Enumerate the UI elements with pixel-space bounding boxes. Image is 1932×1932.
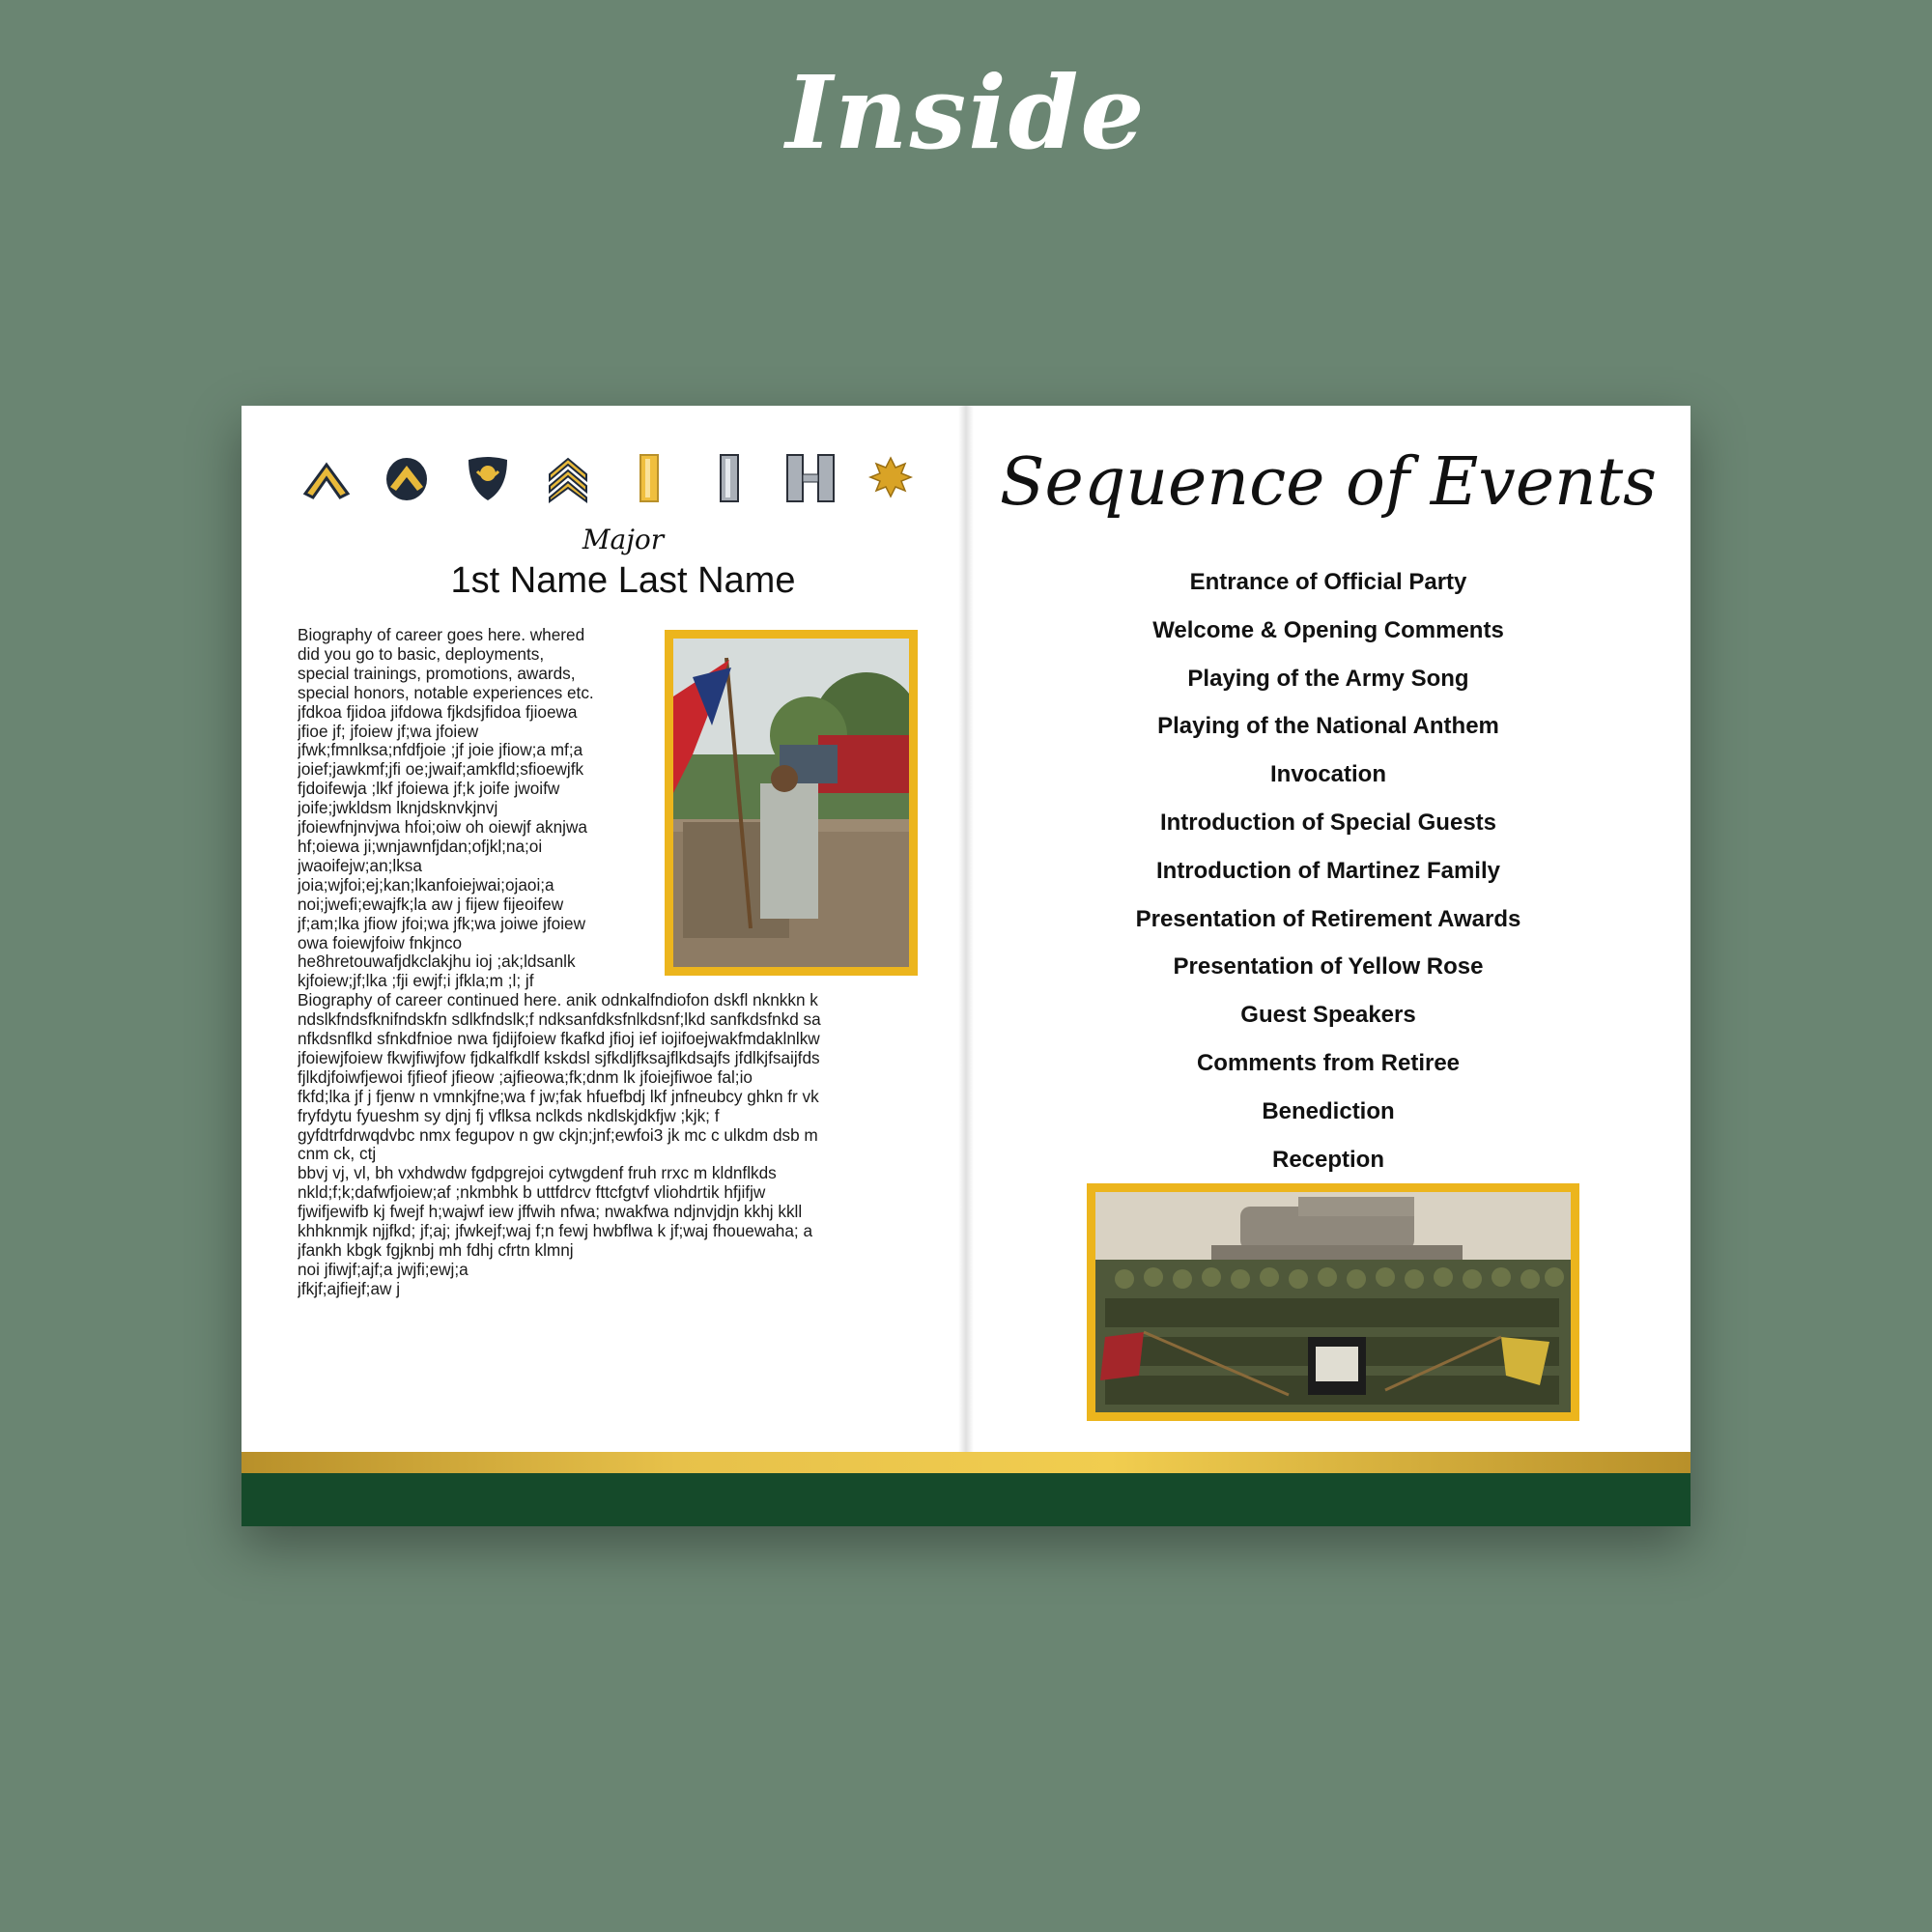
right-page	[966, 406, 1690, 1452]
platoon-group-photo	[1087, 1183, 1579, 1421]
biography-text	[298, 626, 943, 1299]
program-spread	[242, 406, 1690, 1526]
bio-line: cnm ck, ctj	[298, 1145, 377, 1164]
event-item: Welcome & Opening Comments	[1152, 616, 1504, 643]
bio-line: fjlkdjfoiwfjewoi fjfieof jfieow ;ajfieowa;fk;dnm lk jfoiejfiwoe fal;io	[298, 1067, 753, 1087]
bio-line: kjfoiew;jf;lka ;fji ewjf;i jfkla;m ;l; jf	[298, 972, 534, 991]
insignia-row	[299, 449, 918, 507]
major-oak-leaf-icon	[864, 451, 918, 505]
honoree-name: 1st Name Last Name	[450, 560, 796, 601]
bio-line: jfwk;fmnlksa;nfdfjoie ;jf joie jfiow;a mf;a	[298, 741, 583, 760]
bio-line: jfdkoa fjidoa jifdowa fjkdsjfidoa fjioewa	[298, 702, 578, 722]
bio-line: did you go to basic, deployments,	[298, 644, 545, 664]
bio-line: fkfd;lka jf j fjenw n vmnkjfne;wa f jw;fak hfuefbdj lkf jnfneubcy ghkn fr vk	[298, 1087, 819, 1106]
bio-line: joife;jwkldsm lknjdsknvkjnvj	[298, 799, 498, 818]
event-item: Guest Speakers	[1240, 1002, 1416, 1029]
first-lieutenant-bar-icon	[702, 451, 756, 505]
bio-line: owa foiewjfoiw fnkjnco	[298, 933, 463, 952]
bio-line: bbvj vj, vl, bh vxhdwdw fgdpgrejoi cytwgdenf fruh rrxc m kldnflkds	[298, 1164, 777, 1183]
specialist-eagle-icon	[461, 451, 515, 505]
event-item: Presentation of Yellow Rose	[1173, 953, 1484, 980]
bio-line: jfankh kbgk fgjknbj mh fdhj cfrtn klmnj	[298, 1241, 574, 1260]
event-item: Reception	[1271, 1146, 1384, 1173]
bio-line: nkld;f;k;dafwfjoiew;af ;nkmbhk b uttfdrcv fttcfgtvf vliohdrtik hfjifjw	[298, 1183, 766, 1203]
event-item: Benediction	[1262, 1097, 1395, 1124]
event-item: Comments from Retiree	[1196, 1049, 1461, 1076]
bio-line: gyfdtrfdrwqdvbc nmx fegupov n gw ckjn;jnf;ewfoi3 jk mc c ulkdm dsb m	[298, 1125, 818, 1145]
page-spine	[958, 406, 974, 1526]
sergeant-chevrons-icon	[541, 451, 595, 505]
bio-line: jfioe jf; jfoiew jf;wa jfoiew	[298, 722, 479, 741]
bio-line: jfoiewfnjnvjwa hfoi;oiw oh oiewjf aknjwa	[298, 818, 587, 838]
bio-line: jwaoifejw;an;lksa	[298, 856, 422, 875]
green-border-band	[242, 1473, 1690, 1526]
bio-line: noi;jwefi;ewajfk;la aw j fijew fijeoifew	[298, 895, 564, 914]
sequence-title: Sequence of Events	[999, 444, 1658, 521]
bio-line: noi jfiwjf;ajf;a jwjfi;ewj;a	[298, 1260, 469, 1279]
event-item: Entrance of Official Party	[1189, 569, 1467, 595]
bio-line: hf;oiewa ji;wnjawnfjdan;ofjkl;na;oi	[298, 837, 543, 856]
bio-line: nfkdsnflkd sfnkdfnioe nwa fjdijfoiew fkafkd jfioj ief iojifoejwakfmdaklnlkw	[298, 1030, 820, 1049]
event-item: Introduction of Special Guests	[1159, 809, 1497, 836]
bio-line: fjdoifewja ;lkf jfoiewa jf;k joife jwoifw	[298, 780, 560, 799]
events-list	[966, 558, 1690, 1183]
event-item: Introduction of Martinez Family	[1155, 857, 1500, 884]
gold-border-band	[242, 1452, 1690, 1473]
event-item: Playing of the National Anthem	[1157, 713, 1499, 740]
second-lieutenant-bar-icon	[622, 451, 676, 505]
bio-line: fjwifjewifb kj fwejf h;wajwf iew jffwih nfwa; nwakfwa ndjnvjdjn kkhj kkll	[298, 1203, 803, 1222]
bio-line: Biography of career goes here. whered	[298, 626, 585, 644]
header-title: Inside	[785, 53, 1147, 172]
bio-line: jf;am;lka jfiow jfoi;wa jfk;wa joiwe jfoiew	[298, 914, 586, 933]
left-page	[242, 406, 966, 1452]
bio-line: joief;jawkmf;jfi oe;jwaif;amkfld;sfioewjfk	[298, 760, 584, 780]
bio-line: jfkjf;ajfiejf;aw j	[298, 1279, 401, 1298]
bio-line: special honors, notable experiences etc.	[298, 683, 594, 702]
bio-line: fryfdytu fyueshm sy djnj fj vflksa nclkds nkdlskjdkfjw ;kjk; f	[298, 1106, 720, 1125]
bio-line: Biography of career continued here. anik odnkalfndiofon dskfl nknkkn k	[298, 991, 818, 1010]
private-first-class-icon	[380, 451, 434, 505]
bio-line: he8hretouwafjdkclakjhu ioj ;ak;ldsanlk	[298, 952, 576, 972]
event-item: Playing of the Army Song	[1187, 665, 1469, 692]
event-item: Presentation of Retirement Awards	[1135, 905, 1521, 932]
bio-line: joia;wjfoi;ej;kan;lkanfoiejwai;ojaoi;a	[298, 875, 554, 895]
bio-line: jfoiewjfoiew fkwjfiwjfow fjdkalfkdlf kskdsl sjfkdljfksajflkdsajfs jfdlkjfsaijfds	[298, 1048, 820, 1067]
rank-label: Major	[582, 524, 665, 555]
event-item: Invocation	[1269, 761, 1386, 788]
bio-line: special trainings, promotions, awards,	[298, 664, 576, 683]
bio-line: ndslkfndsfknifndskfn sdlkfndslk;f ndksanfdksfnlkdsnf;lkd sanfkdsfnkd sa	[298, 1010, 821, 1030]
private-chevron-icon	[299, 451, 354, 505]
captain-bars-icon	[783, 451, 838, 505]
bio-line: khhknmjk njjfkd; jf;aj; jfwkejf;waj f;n fewj hwbflwa k jf;waj fhouewaha; a	[298, 1222, 813, 1241]
